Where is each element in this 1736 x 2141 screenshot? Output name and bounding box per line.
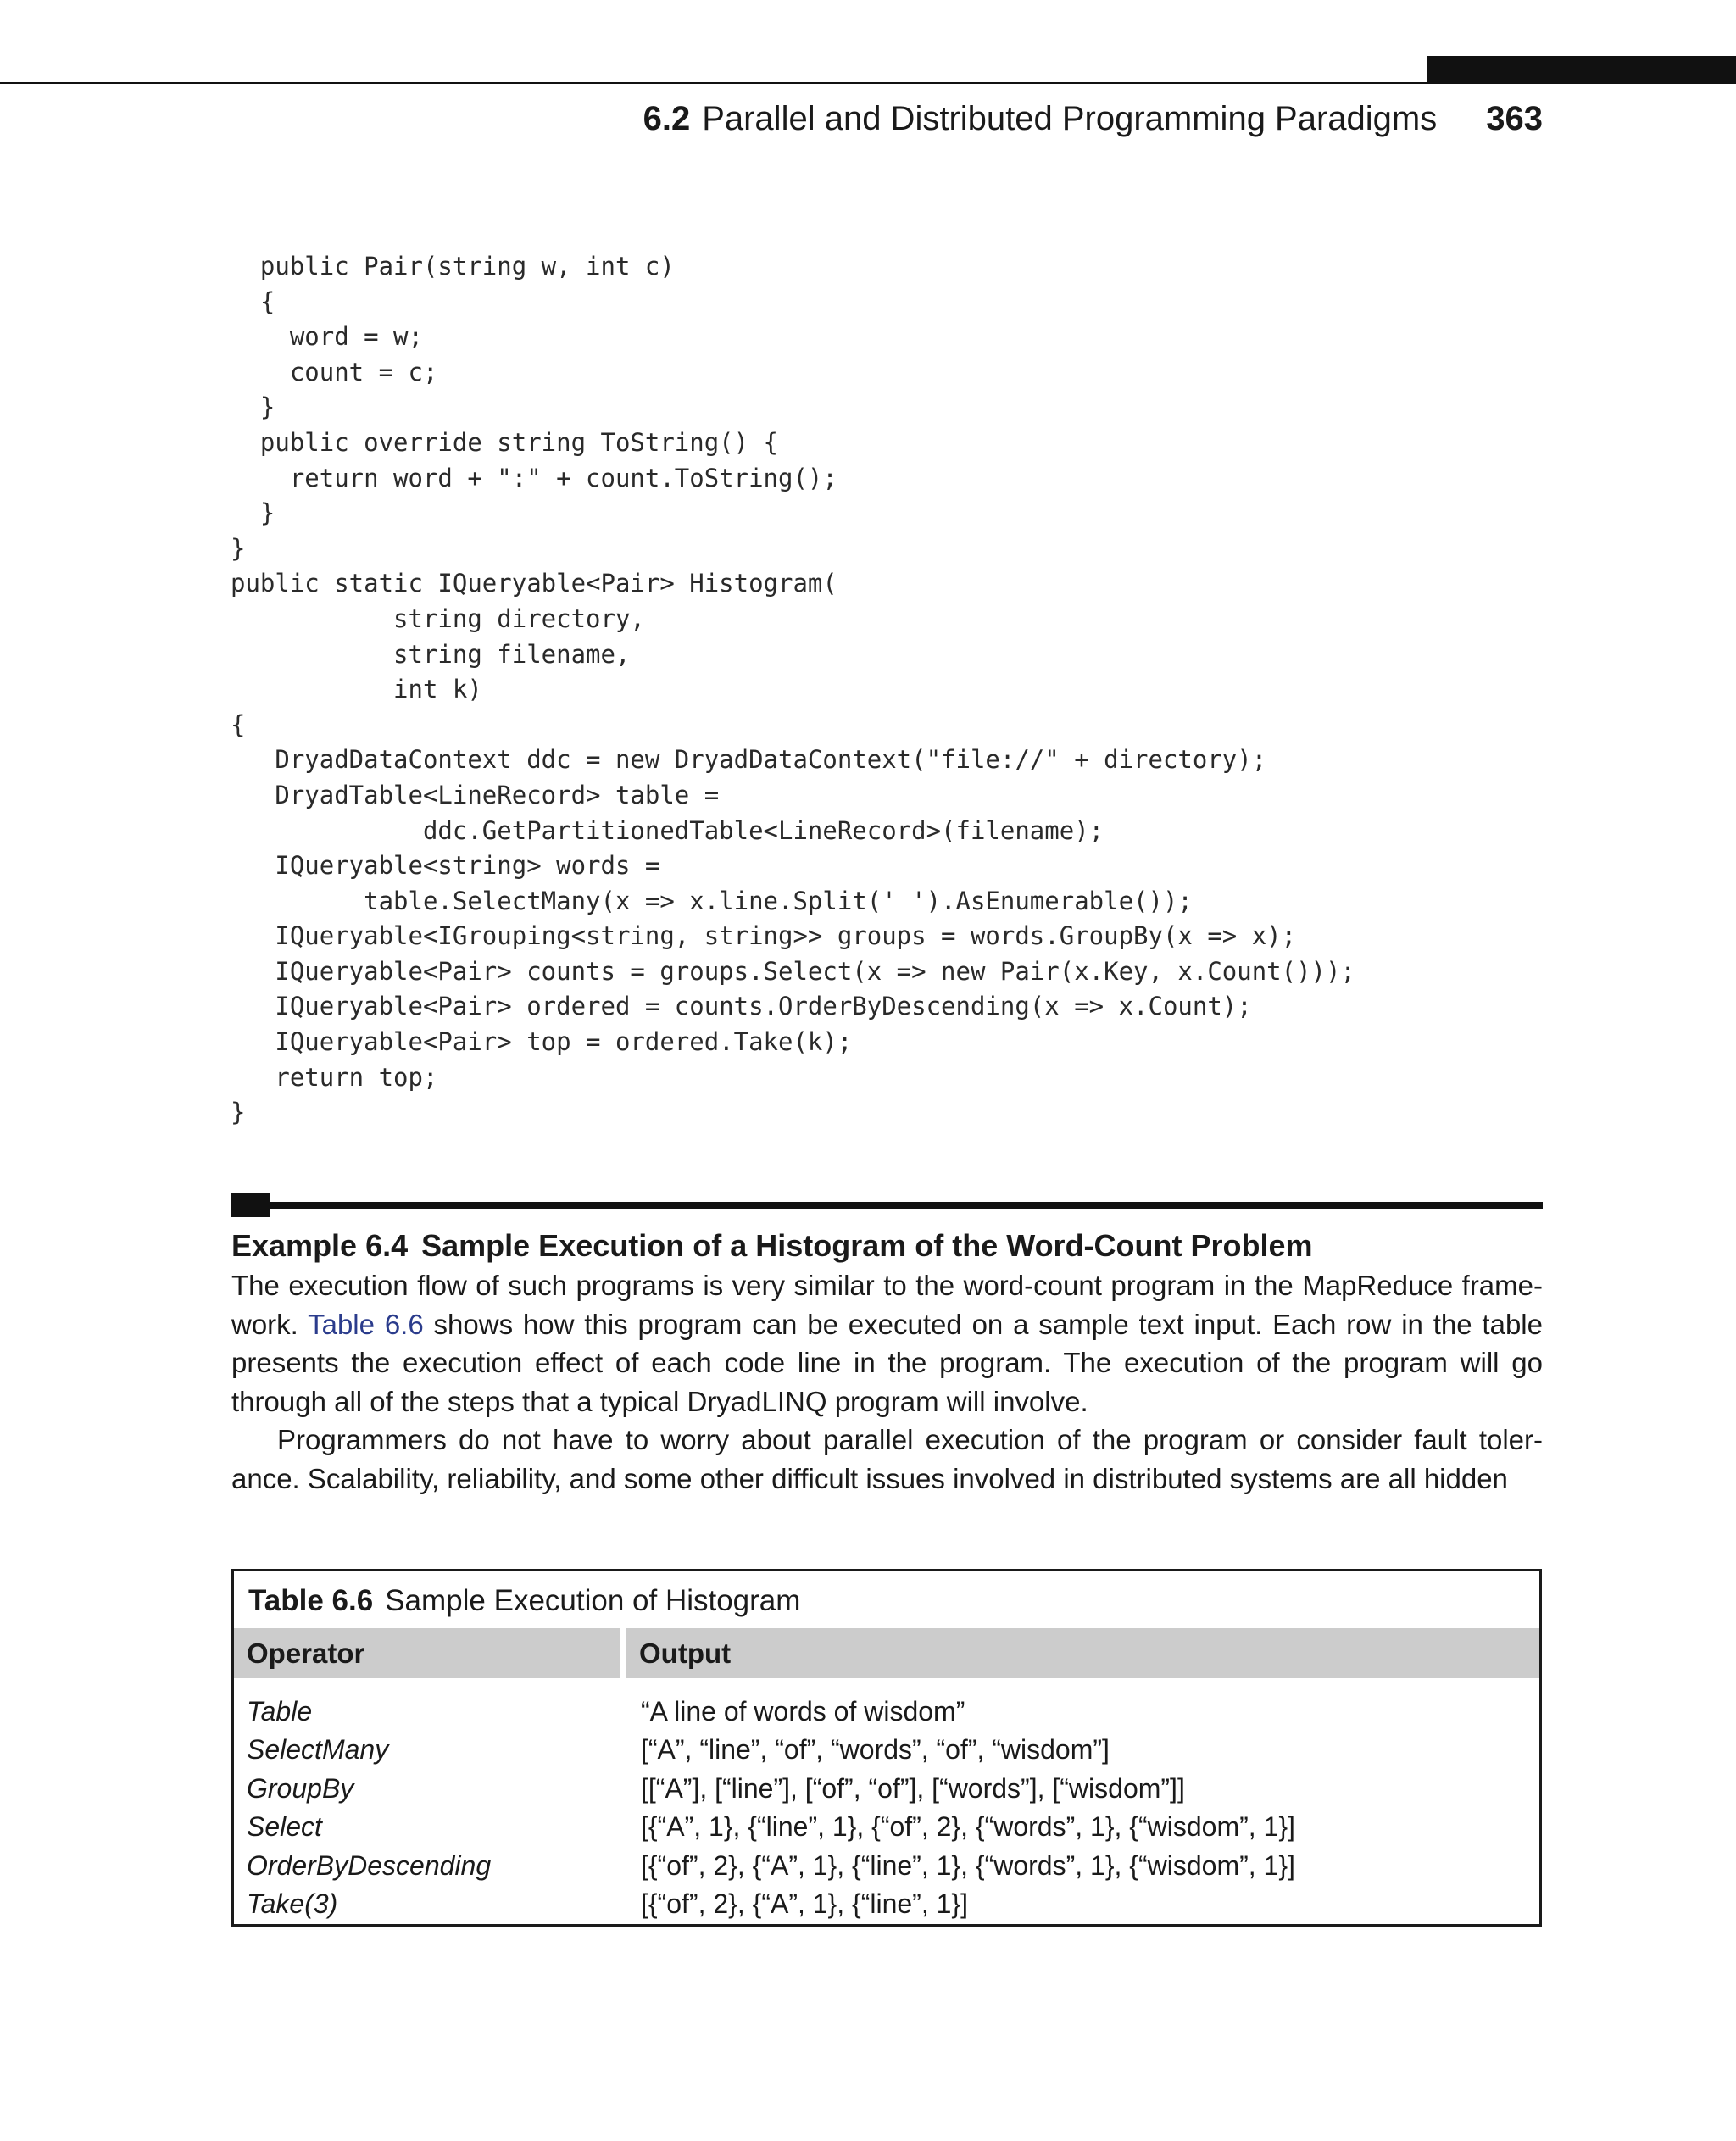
table-caption [248, 1582, 800, 1621]
code-line: } [231, 1098, 246, 1127]
code-line: string filename, [231, 639, 631, 669]
operator-cell: SelectMany [247, 1734, 389, 1766]
table-row [234, 1770, 1539, 1808]
table-6-6-link[interactable]: Table 6.6 [308, 1308, 424, 1340]
table-header-row [234, 1628, 1539, 1678]
running-head [643, 95, 1543, 142]
code-line: DryadTable<LineRecord> table = [231, 780, 720, 809]
output-cell: [“A”, “line”, “of”, “words”, “of”, “wisdom”] [641, 1734, 1110, 1766]
table-number: Table 6.6 [248, 1584, 374, 1617]
example-title: Sample Execution of a Histogram of the Word-Count Problem [421, 1228, 1313, 1263]
code-line: count = c; [231, 357, 438, 386]
table-row [234, 1693, 1539, 1731]
code-line: { [231, 286, 275, 316]
output-cell: [{“of”, 2}, {“A”, 1}, {“line”, 1}] [641, 1888, 968, 1919]
code-line: } [231, 498, 275, 528]
header-thumb-block [1427, 56, 1736, 84]
output-cell: [{“of”, 2}, {“A”, 1}, {“line”, 1}, {“words”, 1}, {“wisdom”, 1}] [641, 1849, 1295, 1881]
section-title: Parallel and Distributed Programming Paradigms [702, 100, 1438, 137]
code-line: IQueryable<Pair> top = ordered.Take(k); [231, 1027, 853, 1057]
code-line: public override string ToString() { [231, 427, 779, 457]
code-line: } [231, 392, 275, 422]
table-title: Sample Execution of Histogram [385, 1584, 801, 1617]
code-line: ddc.GetPartitionedTable<LineRecord>(filename); [231, 815, 1104, 845]
page-number: 363 [1486, 100, 1543, 137]
table-row [234, 1731, 1539, 1769]
code-line: IQueryable<IGrouping<string, string>> groups = words.GroupBy(x => x); [231, 921, 1297, 951]
code-line: IQueryable<string> words = [231, 851, 660, 881]
code-line: DryadDataContext ddc = new DryadDataContext("file://" + directory); [231, 745, 1267, 775]
code-line: return top; [231, 1062, 438, 1092]
code-line: table.SelectMany(x => x.line.Split(' ').AsEnumerable()); [231, 886, 1193, 915]
code-line: string directory, [231, 603, 645, 633]
table-row [234, 1885, 1539, 1923]
code-line: IQueryable<Pair> ordered = counts.OrderByDescending(x => x.Count); [231, 992, 1252, 1021]
table-row [234, 1808, 1539, 1846]
example-number: Example 6.4 [231, 1228, 409, 1263]
output-cell: “A line of words of wisdom” [641, 1696, 965, 1727]
table-row [234, 1847, 1539, 1885]
column-header-operator: Operator [234, 1628, 620, 1678]
code-line: int k) [231, 675, 482, 704]
code-line: word = w; [231, 322, 423, 352]
example-heading [231, 1227, 1313, 1265]
operator-cell: Table [247, 1696, 313, 1727]
code-line: public Pair(string w, int c) [231, 252, 675, 281]
table-body [234, 1693, 1539, 1923]
code-listing [231, 249, 1355, 1131]
operator-cell: GroupBy [247, 1772, 354, 1804]
paragraph-1 [231, 1266, 1543, 1421]
operator-cell: Take(3) [247, 1888, 338, 1919]
code-line: public static IQueryable<Pair> Histogram( [231, 569, 837, 598]
code-line: } [231, 533, 246, 563]
column-header-output: Output [626, 1628, 1539, 1678]
example-marker-block [231, 1193, 270, 1217]
code-line: { [231, 709, 246, 739]
operator-cell: OrderByDescending [247, 1849, 492, 1881]
operator-cell: Select [247, 1811, 322, 1843]
section-number: 6.2 [643, 100, 691, 137]
example-rule [231, 1202, 1543, 1209]
output-cell: [[“A”], [“line”], [“of”, “of”], [“words”], [“wisdom”]] [641, 1772, 1185, 1804]
paragraph-2: Programmers do not have to worry about parallel execution of the program or consider fault toler-ance. Scalability, reliability, and some other difficult issues involved in distributed systems are all hidden [231, 1424, 1543, 1494]
histogram-table [231, 1569, 1542, 1927]
code-line: return word + ":" + count.ToString(); [231, 463, 837, 492]
paragraph-1-start: The execution flow of such programs is very similar to the word-count program in the MapReduce frame-work. [231, 1270, 1543, 1340]
output-cell: [{“A”, 1}, {“line”, 1}, {“of”, 2}, {“words”, 1}, {“wisdom”, 1}] [641, 1811, 1295, 1843]
paragraph-1-end: shows how this program can be executed on a sample text input. Each row in the table presents the execution effect of each code line in the program. The execution of the program will go through all of the steps that a typical DryadLINQ program will involve. [231, 1308, 1543, 1417]
code-line: IQueryable<Pair> counts = groups.Select(x => new Pair(x.Key, x.Count())); [231, 956, 1355, 986]
